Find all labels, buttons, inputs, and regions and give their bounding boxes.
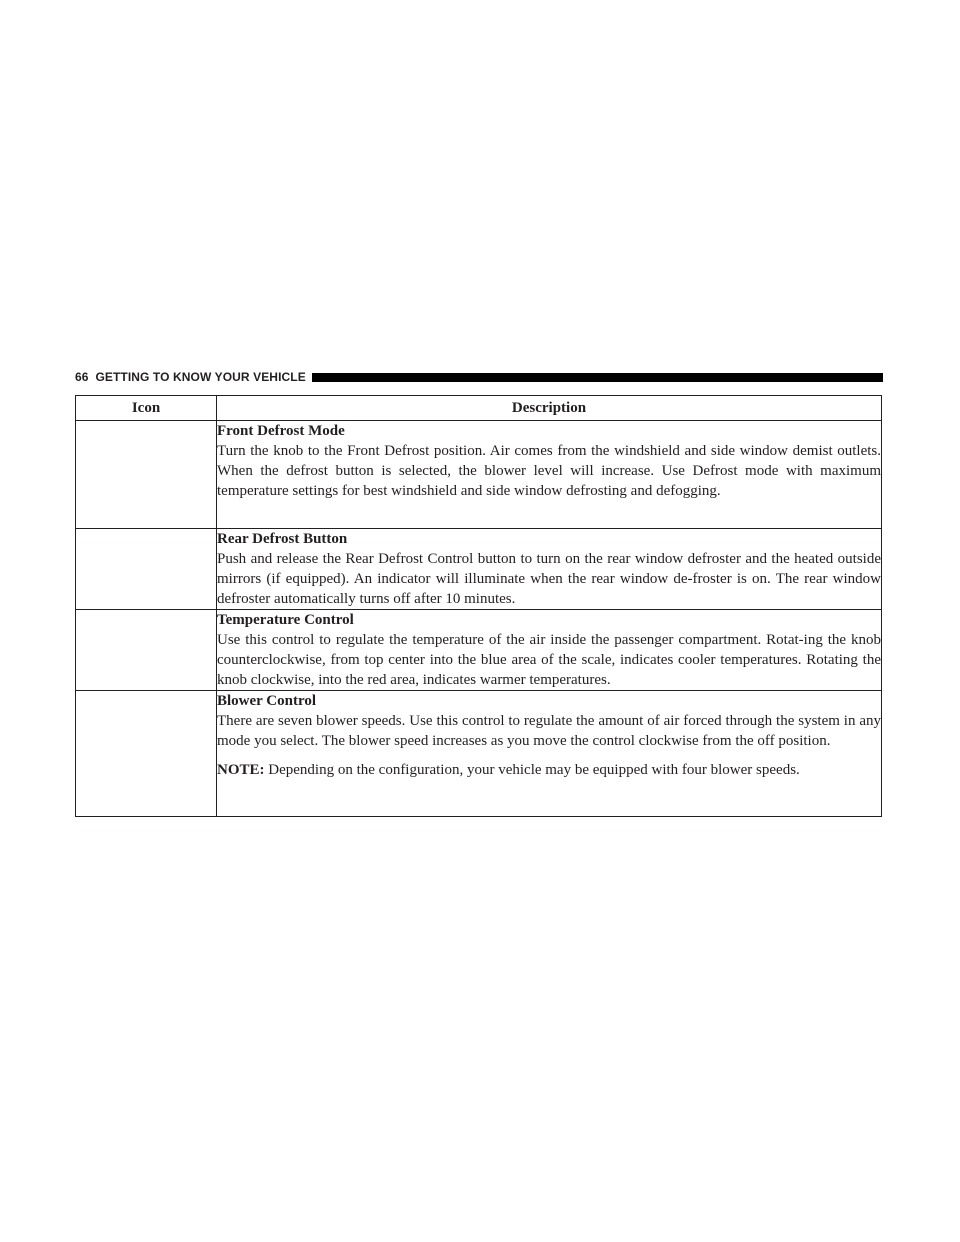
table-row [76, 691, 882, 817]
icon-cell-temperature [76, 610, 217, 691]
header-rule [312, 373, 883, 382]
row-title: Front Defrost Mode [217, 423, 345, 439]
table-header-row [76, 396, 882, 421]
column-header-icon: Icon [76, 396, 217, 421]
icon-cell-front-defrost [76, 421, 217, 529]
row-body: Turn the knob to the Front Defrost position. Air comes from the windshield and side window demist outlets. When the defrost button is selected, the blower level will increase. Use Defrost mode with maximum temperature settings for best windshield and side window defrosting and defogging. [217, 443, 881, 499]
table-row [76, 610, 882, 691]
row-title: Temperature Control [217, 612, 354, 628]
description-cell [217, 421, 882, 529]
description-cell [217, 691, 882, 817]
table-row [76, 421, 882, 529]
note-text: Depending on the configuration, your vehicle may be equipped with four blower speeds. [264, 762, 800, 778]
row-title: Rear Defrost Button [217, 531, 348, 547]
row-body: There are seven blower speeds. Use this control to regulate the amount of air forced through the system in any mode you select. The blower speed increases as you move the control clockwise from the off position. [217, 713, 881, 749]
row-body: Use this control to regulate the temperature of the air inside the passenger compartment. Rotat-ing the knob counterclockwise, from top center into the blue area of the scale, indicates cooler temperatures. Rotating the knob clockwise, into the red area, indicates warmer temperatures. [217, 632, 881, 688]
description-cell [217, 529, 882, 610]
row-body: Push and release the Rear Defrost Control button to turn on the rear window defroster and the heated outside mirrors (if equipped). An indicator will illuminate when the rear window de-froster is on. The rear window defroster automatically turns off after 10 minutes. [217, 551, 881, 607]
page-header [75, 369, 883, 385]
column-header-description: Description [217, 396, 882, 421]
icon-cell-rear-defrost [76, 529, 217, 610]
table-row [76, 529, 882, 610]
icon-cell-blower [76, 691, 217, 817]
page-number: 66 [75, 370, 89, 384]
section-title: GETTING TO KNOW YOUR VEHICLE [95, 370, 306, 384]
page-header-text [75, 369, 306, 385]
row-title: Blower Control [217, 693, 317, 709]
row-note [217, 760, 881, 780]
note-label: NOTE: [217, 762, 265, 778]
description-cell [217, 610, 882, 691]
controls-table [75, 395, 882, 817]
